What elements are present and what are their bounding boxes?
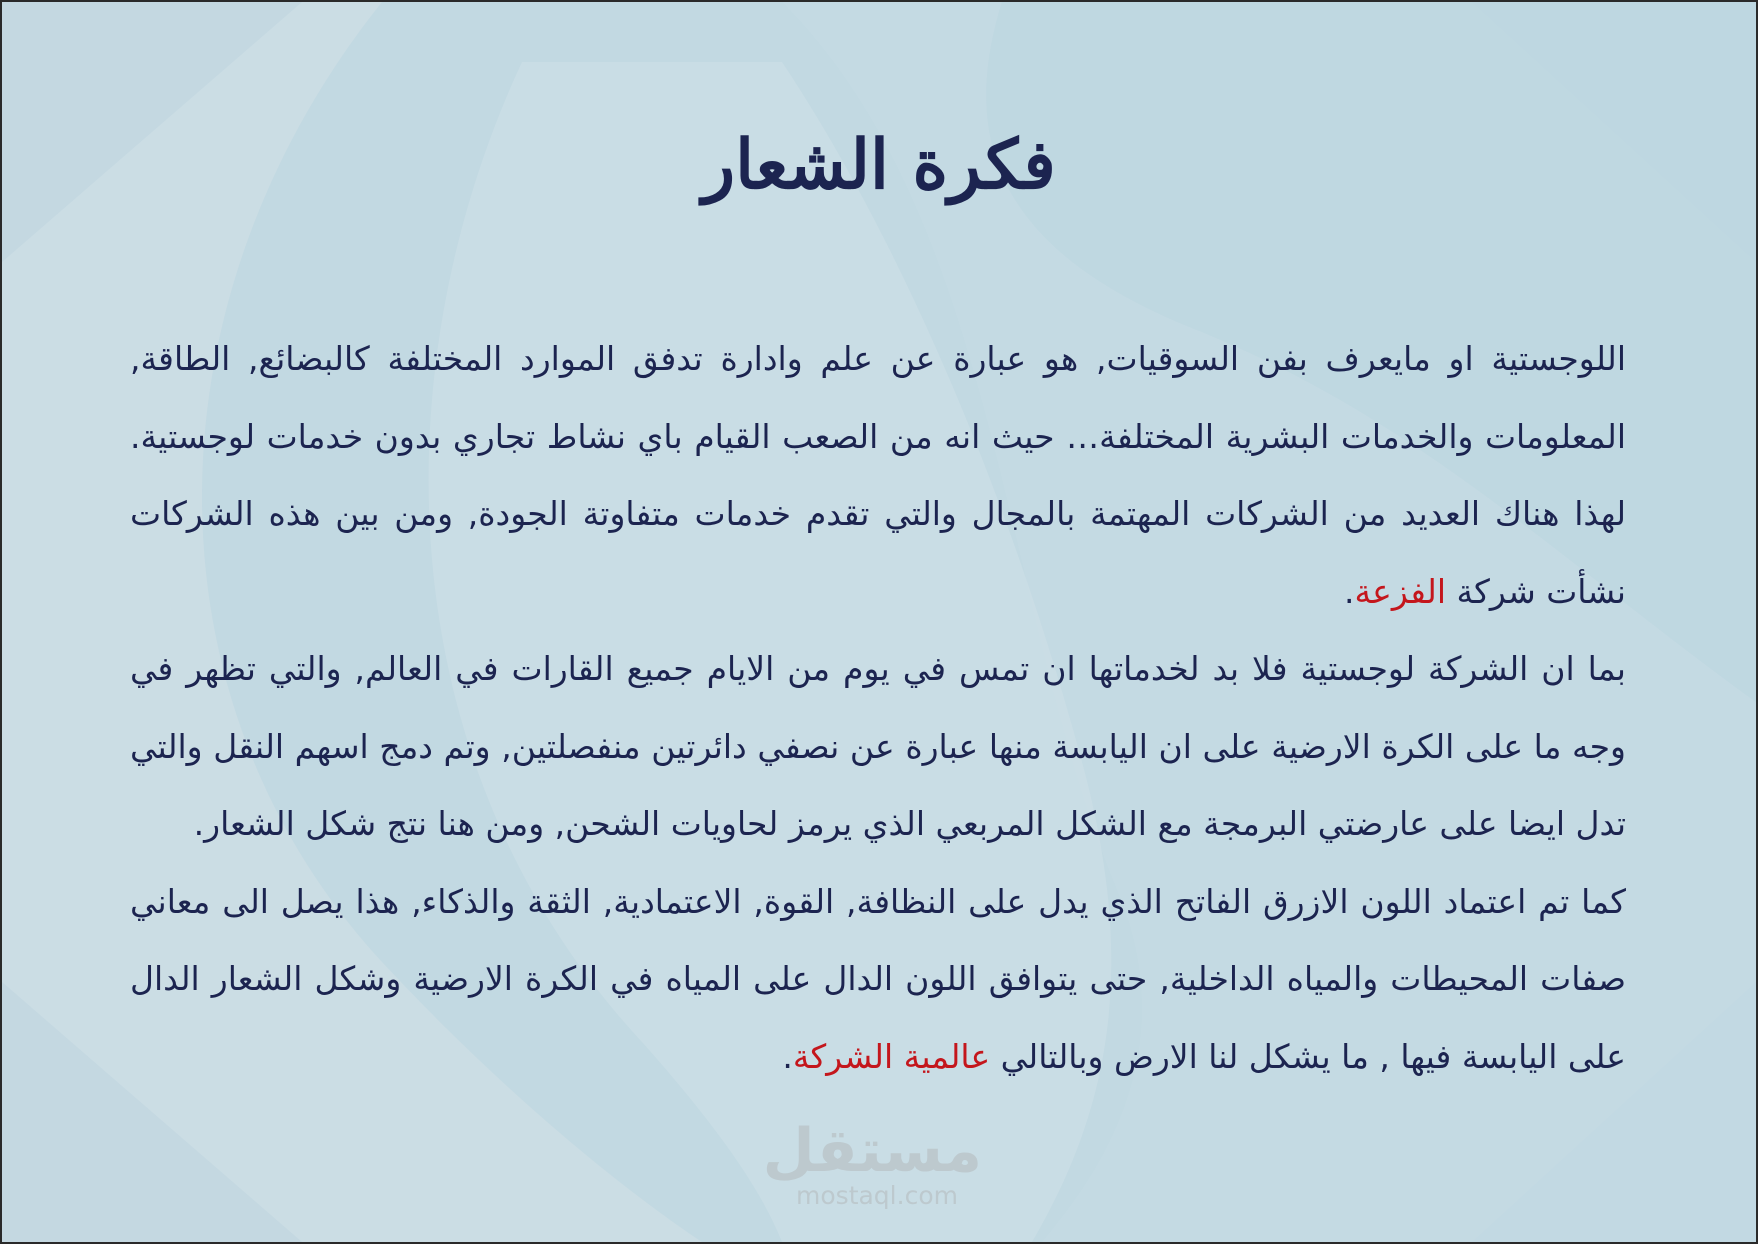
- paragraph-logo-shape: بما ان الشركة لوجستية فلا بد لخدماتها ان تمس في يوم من الايام جميع القارات في العالم, والتي تظهر في وجه ما على الكرة الارضية على ان اليابسة منها عبارة عن نصفي دائرتين منفصلتين, وتم دمج اسهم النقل والتي تدل ايضا على عارضتي البرمجة مع الشكل المربعي الذي يرمز لحاويات الشحن, ومن هنا نتج شكل الشعار.: [130, 649, 1626, 843]
- globality-highlight: عالمية الشركة: [792, 1036, 991, 1076]
- paragraph-logo-color-text: كما تم اعتماد اللون الازرق الفاتح الذي يدل على النظافة, القوة, الاعتمادية, الثقة والذكاء, هذا يصل الى معاني صفات المحيطات والمياه الداخلية, حتى يتوافق اللون الدال على المياه في الكرة الارضية وشكل الشعار الدال على اليابسة فيها , ما يشكل لنا الارض وبالتالي: [130, 881, 1626, 1076]
- paragraph-logo-color: [130, 863, 1626, 1096]
- watermark-latin: mostaql.com: [796, 1181, 958, 1210]
- mostaql-watermark: [762, 1116, 982, 1210]
- body-text: [130, 320, 1626, 1095]
- paragraph-intro-text: اللوجستية او مايعرف بفن السوقيات, هو عبارة عن علم وادارة تدفق الموارد المختلفة كالبضائع, الطاقة, المعلومات والخدمات البشرية المختلفة… حيث انه من الصعب القيام باي نشاط تجاري بدون خدمات لوجستية. لهذا هناك العديد من الشركات المهتمة بالمجال والتي تقدم خدمات متفاوتة الجودة, ومن بين هذه الشركات نشأت شركة: [130, 339, 1626, 611]
- company-name-highlight: الفزعة: [1354, 571, 1446, 611]
- paragraph-logo-color-end: .: [782, 1036, 793, 1076]
- paragraph-intro: [130, 320, 1626, 630]
- paragraph-intro-end: .: [1343, 571, 1355, 611]
- page-title: فكرة الشعار: [702, 125, 1056, 205]
- watermark-arabic: مستقل: [762, 1116, 982, 1186]
